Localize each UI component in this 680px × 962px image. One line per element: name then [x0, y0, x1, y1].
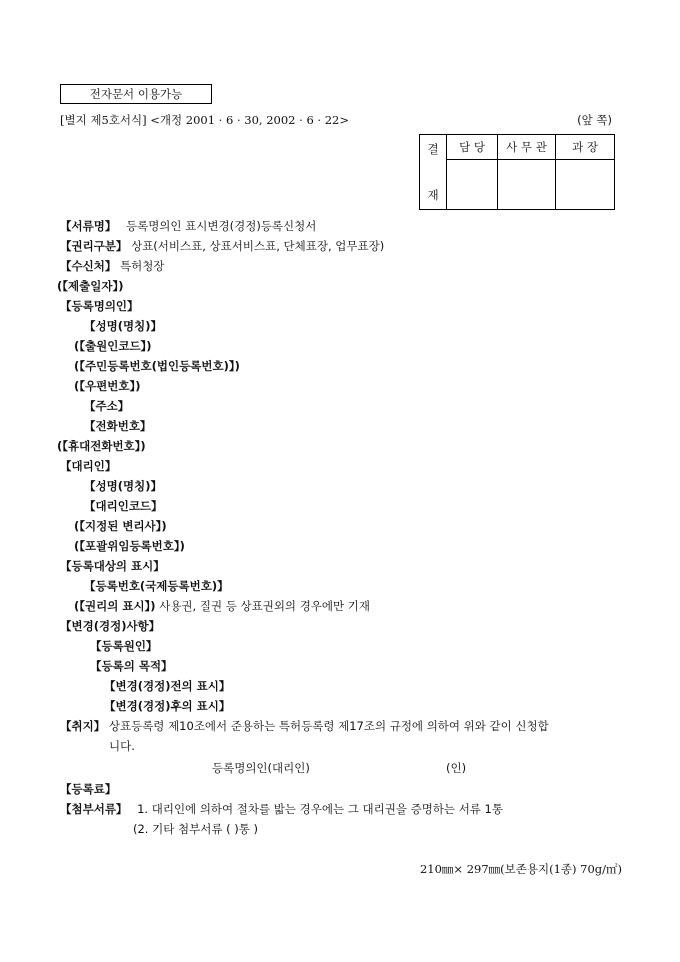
attachment-item-1: 1. 대리인에 의하여 절차를 밟는 경우에는 그 대리권을 증명하는 서류 1통 — [137, 802, 503, 816]
attachments-label: 【첨부서류】 — [60, 802, 128, 816]
recipient-label: 【수신처】 — [60, 259, 117, 273]
agent-designated-field: (【지정된 변리사】) — [74, 519, 167, 533]
target-heading: 【등록대상의 표시】 — [60, 559, 165, 573]
attachments-row — [60, 802, 503, 816]
owner-resident-no-field: (【주민등록번호(법인등록번호)】) — [74, 359, 240, 373]
approval-header-staff: 담 당 — [447, 135, 498, 160]
page-side-label: (앞 쪽) — [577, 113, 612, 127]
purpose-text-line1: 상표등록령 제10조에서 준용하는 특허등록령 제17조의 규정에 의하여 위와 같이 신청합 — [108, 719, 549, 733]
right-type-value: 상표(서비스표, 상표서비스표, 단체표장, 업무표장) — [131, 239, 385, 253]
owner-heading: 【등록명의인】 — [60, 299, 139, 313]
form-identifier: [별지 제5호서식] <개정 2001 · 6 · 30, 2002 · 6 · 22> — [60, 113, 350, 127]
signer-label: 등록명의인(대리인) — [212, 761, 310, 775]
approval-sign-staff — [447, 160, 498, 210]
purpose-text-line2: 니다. — [109, 739, 135, 753]
right-type-row — [60, 239, 384, 253]
owner-name-field: 【성명(명칭)】 — [84, 319, 162, 333]
right-type-label: 【권리구분】 — [60, 239, 128, 253]
target-right-row — [74, 599, 370, 613]
approval-table — [419, 134, 615, 210]
doc-name-row — [60, 219, 316, 233]
owner-address-field: 【주소】 — [84, 399, 130, 413]
change-heading: 【변경(경정)사항】 — [60, 619, 161, 633]
change-cause-field: 【등록원인】 — [90, 639, 158, 653]
agent-code-field: 【대리인코드】 — [84, 499, 163, 513]
approval-header-chief: 과 장 — [556, 135, 615, 160]
change-after-field: 【변경(경정)후의 표시】 — [104, 699, 231, 713]
approval-header-officer: 사 무 관 — [498, 135, 556, 160]
mobile-phone-field: (【휴대전화번호】) — [57, 439, 146, 453]
owner-applicant-code-field: (【출원인코드】) — [74, 339, 152, 353]
agent-general-no-field: (【포괄위임등록번호】) — [74, 539, 185, 553]
approval-sign-officer — [498, 160, 556, 210]
target-right-label: (【권리의 표시】) — [74, 599, 156, 613]
owner-zip-field: (【우편번호】) — [74, 379, 141, 393]
approval-side-label-1: 결 — [427, 142, 439, 156]
target-reg-no-field: 【등록번호(국제등록번호)】 — [84, 579, 229, 593]
attachment-item-2: (2. 기타 첨부서류 ( )통 ) — [133, 822, 258, 836]
target-right-note: 사용권, 질권 등 상표권외의 경우에만 기재 — [159, 599, 371, 613]
approval-side-label-2: 재 — [427, 188, 439, 202]
purpose-label: 【취지】 — [60, 719, 106, 733]
recipient-row — [60, 259, 164, 273]
submit-date-field: (【제출일자】) — [57, 279, 124, 293]
recipient-value: 특허청장 — [119, 259, 165, 273]
doc-name-value: 등록명의인 표시변경(경정)등록신청서 — [125, 219, 317, 233]
agent-name-field: 【성명(명칭)】 — [84, 479, 162, 493]
fee-label: 【등록료】 — [60, 782, 117, 796]
change-before-field: 【변경(경정)전의 표시】 — [104, 679, 231, 693]
doc-name-label: 【서류명】 — [60, 219, 117, 233]
approval-sign-chief — [556, 160, 615, 210]
change-purpose-field: 【등록의 목적】 — [90, 659, 173, 673]
owner-phone-field: 【전화번호】 — [84, 419, 152, 433]
agent-heading: 【대리인】 — [60, 459, 117, 473]
electronic-document-stamp: 전자문서 이용가능 — [60, 84, 212, 104]
seal-mark: (인) — [446, 761, 467, 775]
approval-side-cell — [420, 135, 447, 210]
purpose-row — [60, 719, 549, 733]
paper-spec: 210㎜× 297㎜(보존용지(1종) 70g/㎡) — [419, 862, 622, 876]
